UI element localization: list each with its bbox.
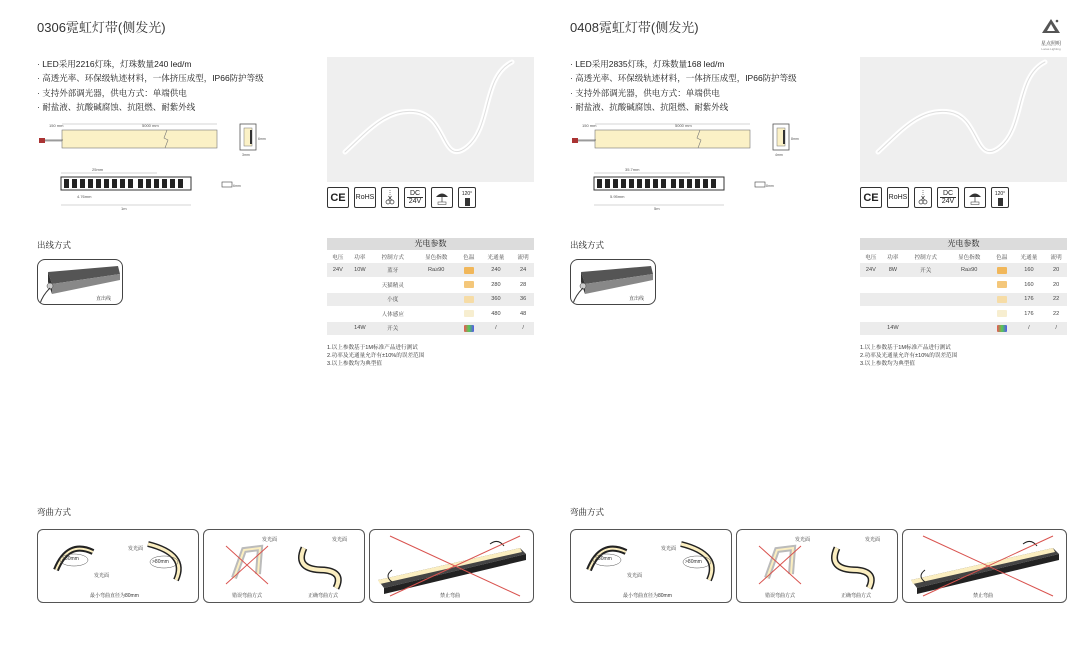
- spec-list: [570, 57, 797, 114]
- cell-power: 14W: [349, 321, 371, 336]
- cell-lumen: 22: [1045, 292, 1067, 307]
- cuttable-icon: [381, 187, 399, 208]
- cell-lm: 176: [1013, 307, 1046, 322]
- segment-label: 4.76mm: [77, 194, 92, 199]
- pitch-label: 25mm: [92, 167, 104, 172]
- cell-voltage: 24V: [327, 263, 349, 278]
- table-notes: [327, 344, 424, 368]
- color-temp-swatch: [464, 267, 474, 274]
- cell-lm: /: [480, 321, 513, 336]
- outlet-caption: 直出线: [96, 296, 112, 302]
- color-temp-swatch: [997, 310, 1007, 317]
- cell-control: 开关: [371, 321, 414, 336]
- brand-name: 星点照明: [1040, 41, 1061, 47]
- cell-control: [904, 278, 947, 293]
- cell-power: [882, 278, 904, 293]
- beam-angle-icon: [458, 187, 476, 208]
- min-radius-label: >80mm: [595, 556, 612, 562]
- outlet-caption: 直出线: [629, 296, 645, 302]
- color-temp-swatch: [464, 296, 474, 303]
- table-title: 光电参数: [860, 238, 1067, 250]
- beam-angle-label: 120°: [994, 190, 1006, 197]
- table-row: [327, 321, 534, 336]
- profile-height-label: 6mm: [258, 137, 266, 141]
- unit-length-label: 1m: [121, 206, 127, 211]
- cell-lumen: 36: [512, 292, 534, 307]
- cell-power: [349, 278, 371, 293]
- dc-label: DC: [409, 190, 421, 197]
- profile-width-label: 4mm: [775, 153, 783, 157]
- product-photo: [860, 57, 1067, 182]
- dc-voltage-icon: [937, 187, 959, 208]
- table-row: [327, 263, 534, 278]
- lit-face-label: 发光面: [128, 546, 144, 552]
- spec-item: · LED采用2835灯珠，灯珠数量168 led/m: [570, 59, 725, 69]
- lead-length-label: 150 mm: [582, 123, 597, 128]
- spec-item: · 支持外部调光器，供电方式：单端供电: [570, 87, 720, 98]
- cell-lm: 240: [480, 263, 513, 278]
- col-header: 显色指数: [957, 254, 981, 261]
- rohs-icon: RoHS: [354, 187, 376, 208]
- cell-control: 蓝牙: [371, 263, 414, 278]
- cell-voltage: [860, 278, 882, 293]
- right-bend-caption: 正确弯曲方式: [841, 593, 872, 599]
- dimension-drawing: [37, 118, 277, 218]
- cell-cri: [947, 278, 990, 293]
- table-header-row: [327, 250, 534, 263]
- spec-item: · LED采用2216灯珠，灯珠数量240 led/m: [37, 59, 192, 69]
- lead-length-label: 150 mm: [49, 123, 64, 128]
- lit-face-label-3: 发光面: [262, 537, 278, 543]
- cell-cri: Ra≥90: [414, 263, 457, 278]
- forbid-bend-caption: 禁止弯曲: [440, 593, 461, 599]
- color-temp-swatch: [997, 296, 1007, 303]
- dimension-drawing: [570, 118, 810, 218]
- waterproof-icon: [964, 187, 986, 208]
- table-row: [860, 307, 1067, 322]
- cell-lumen: 24: [512, 263, 534, 278]
- bend-illustrations: [570, 529, 1067, 603]
- certification-row: [860, 187, 1009, 208]
- product-photo: [327, 57, 534, 182]
- cell-cri: [947, 307, 990, 322]
- color-temp-swatch: [464, 281, 474, 288]
- bend-section-title: 弯曲方式: [570, 507, 605, 517]
- lit-face-label: 发光面: [661, 546, 677, 552]
- bend-compare-box: [736, 529, 898, 603]
- cell-lm: 280: [480, 278, 513, 293]
- cell-control: [904, 307, 947, 322]
- cell-cct: [991, 263, 1013, 278]
- min-radius-label-2: >80mm: [685, 559, 702, 565]
- cell-cct: [991, 321, 1013, 336]
- cell-power: 8W: [882, 263, 904, 278]
- table-row: [327, 278, 534, 293]
- forbid-bend-caption: 禁止弯曲: [973, 593, 994, 599]
- brand-sub: Lucas Lighting: [1041, 47, 1061, 51]
- note-item: 2.功率及光通量允许有±10%的误差范围: [327, 352, 425, 359]
- parameter-table: [327, 238, 534, 336]
- strip-length-label: 5000 mm: [675, 123, 692, 128]
- product-title: 0306霓虹灯带(侧发光): [37, 20, 166, 35]
- cell-cri: [414, 307, 457, 322]
- beam-bar: [465, 198, 470, 206]
- col-header: 控制方式: [914, 254, 937, 261]
- cell-cri: [414, 321, 457, 336]
- cell-power: [882, 307, 904, 322]
- bend-compare-box: [203, 529, 365, 603]
- pitch-label: 35.7mm: [625, 167, 640, 172]
- lit-face-label-2: 发光面: [627, 573, 643, 579]
- bend-forbidden-box: [369, 529, 534, 603]
- bend-min-radius-box: [570, 529, 732, 603]
- col-header: 流明: [517, 254, 529, 261]
- col-header: 电压: [865, 254, 877, 261]
- table-title: 光电参数: [327, 238, 534, 250]
- cell-cri: [947, 321, 990, 336]
- cell-cct: [991, 292, 1013, 307]
- lit-face-label-3: 发光面: [795, 537, 811, 543]
- note-item: 2.功率及光通量允许有±10%的误差范围: [860, 352, 958, 359]
- col-header: 光通量: [487, 254, 505, 261]
- cell-cri: [947, 292, 990, 307]
- cell-voltage: [860, 292, 882, 307]
- product-panel-0306: [0, 0, 532, 664]
- spec-item: · 高透光率、环保级轨迹材料，一体挤压成型，IP66防护等级: [570, 73, 797, 84]
- profile-height-label: 8mm: [791, 137, 799, 141]
- cell-power: [882, 292, 904, 307]
- bend-illustrations: [37, 529, 534, 603]
- cell-voltage: [860, 307, 882, 322]
- col-header: 色温: [996, 254, 1008, 261]
- dc-label: DC: [942, 190, 954, 197]
- table-row: [860, 278, 1067, 293]
- color-temp-swatch: [997, 325, 1007, 332]
- cell-control: 人体感应: [371, 307, 414, 322]
- neon-strip-illustration: [860, 57, 1067, 182]
- cell-cri: [414, 292, 457, 307]
- cell-lm: 160: [1013, 278, 1046, 293]
- table-row: [327, 307, 534, 322]
- cell-power: [349, 292, 371, 307]
- outlet-illustration: [37, 259, 123, 305]
- unit-length-label: 5m: [654, 206, 660, 211]
- product-title: 0408霓虹灯带(侧发光): [570, 20, 699, 35]
- cell-lm: /: [1013, 321, 1046, 336]
- bend-min-radius-box: [37, 529, 199, 603]
- waterproof-icon: [431, 187, 453, 208]
- cell-cct: [991, 307, 1013, 322]
- cell-lumen: 20: [1045, 263, 1067, 278]
- right-bend-caption: 正确弯曲方式: [308, 593, 339, 599]
- col-header: 流明: [1050, 254, 1062, 261]
- cell-control: 天猫精灵: [371, 278, 414, 293]
- dc-voltage-value: 24V: [941, 198, 955, 205]
- table-row: [860, 263, 1067, 278]
- note-item: 3.以上参数均为典型值: [327, 360, 383, 367]
- ce-icon: CE: [327, 187, 349, 208]
- neon-strip-illustration: [327, 57, 534, 182]
- col-header: 电压: [332, 254, 344, 261]
- ce-icon: CE: [860, 187, 882, 208]
- note-item: 1.以上参数基于1M标准产品进行测试: [327, 344, 418, 351]
- cell-lm: 176: [1013, 292, 1046, 307]
- cell-cri: Ra≥90: [947, 263, 990, 278]
- dc-voltage-value: 24V: [408, 198, 422, 205]
- product-panel-0408: [533, 0, 1065, 664]
- profile-width-label: 3mm: [242, 153, 250, 157]
- color-temp-swatch: [464, 310, 474, 317]
- outlet-section-title: 出线方式: [570, 240, 605, 250]
- cell-lumen: /: [512, 321, 534, 336]
- cell-power: 14W: [882, 321, 904, 336]
- spec-item: · 耐盐液、抗酸碱腐蚀、抗阻燃、耐紫外线: [37, 101, 196, 112]
- note-item: 3.以上参数均为典型值: [860, 360, 916, 367]
- table-notes: [860, 344, 957, 368]
- wrong-bend-caption: 错误弯曲方式: [765, 593, 796, 599]
- cell-control: 小度: [371, 292, 414, 307]
- cell-voltage: 24V: [860, 263, 882, 278]
- color-temp-swatch: [997, 267, 1007, 274]
- cell-power: 10W: [349, 263, 371, 278]
- cell-voltage: [860, 321, 882, 336]
- min-radius-caption: 最小弯曲直径为80mm: [623, 593, 672, 599]
- cell-lumen: 48: [512, 307, 534, 322]
- spec-item: · 高透光率、环保级轨迹材料，一体挤压成型，IP66防护等级: [37, 73, 264, 84]
- col-header: 功率: [354, 254, 366, 261]
- board-height-label: 8mm: [766, 184, 774, 188]
- cell-lm: 480: [480, 307, 513, 322]
- spec-item: · 支持外部调光器，供电方式：单端供电: [37, 87, 187, 98]
- cell-voltage: [327, 278, 349, 293]
- min-radius-caption: 最小弯曲直径为80mm: [90, 593, 139, 599]
- beam-bar: [998, 198, 1003, 206]
- col-header: 光通量: [1020, 254, 1038, 261]
- cuttable-icon: [914, 187, 932, 208]
- cell-cri: [414, 278, 457, 293]
- color-temp-swatch: [464, 325, 474, 332]
- lit-face-label-2: 发光面: [94, 573, 110, 579]
- table-header-row: [860, 250, 1067, 263]
- col-header: 显色指数: [424, 254, 448, 261]
- strip-length-label: 5000 mm: [142, 123, 159, 128]
- cell-control: [904, 292, 947, 307]
- cell-control: [904, 321, 947, 336]
- table-row: [327, 292, 534, 307]
- board-height-label: 6mm: [233, 184, 241, 188]
- col-header: 控制方式: [381, 254, 404, 261]
- parameter-table: [860, 238, 1067, 336]
- note-item: 1.以上参数基于1M标准产品进行测试: [860, 344, 951, 351]
- bend-forbidden-box: [902, 529, 1067, 603]
- cell-lumen: 22: [1045, 307, 1067, 322]
- cell-lumen: 28: [512, 278, 534, 293]
- spec-item: · 耐盐液、抗酸碱腐蚀、抗阻燃、耐紫外线: [570, 101, 729, 112]
- certification-row: [327, 187, 476, 208]
- col-header: 色温: [463, 254, 475, 261]
- cell-cct: [458, 321, 480, 336]
- cell-lumen: 20: [1045, 278, 1067, 293]
- bend-section-title: 弯曲方式: [37, 507, 72, 517]
- table-row: [860, 292, 1067, 307]
- outlet-section-title: 出线方式: [37, 240, 72, 250]
- beam-angle-icon: [991, 187, 1009, 208]
- cell-voltage: [327, 292, 349, 307]
- table-row: [860, 321, 1067, 336]
- spec-list: [37, 57, 264, 114]
- outlet-illustration: [570, 259, 656, 305]
- col-header: 功率: [887, 254, 899, 261]
- cell-cct: [991, 278, 1013, 293]
- cell-voltage: [327, 307, 349, 322]
- lit-face-label-4: 发光面: [332, 537, 348, 543]
- cell-control: 开关: [904, 263, 947, 278]
- rohs-icon: RoHS: [887, 187, 909, 208]
- min-radius-label: >80mm: [62, 556, 79, 562]
- min-radius-label-2: >80mm: [152, 559, 169, 565]
- color-temp-swatch: [997, 281, 1007, 288]
- cell-voltage: [327, 321, 349, 336]
- cell-cct: [458, 263, 480, 278]
- cell-lm: 160: [1013, 263, 1046, 278]
- cell-cct: [458, 307, 480, 322]
- wrong-bend-caption: 错误弯曲方式: [232, 593, 263, 599]
- cell-cct: [458, 292, 480, 307]
- beam-angle-label: 120°: [461, 190, 473, 197]
- cell-cct: [458, 278, 480, 293]
- dc-voltage-icon: [404, 187, 426, 208]
- lit-face-label-4: 发光面: [865, 537, 881, 543]
- segment-label: 5.95mm: [610, 194, 625, 199]
- cell-power: [349, 307, 371, 322]
- cell-lumen: /: [1045, 321, 1067, 336]
- cell-lm: 360: [480, 292, 513, 307]
